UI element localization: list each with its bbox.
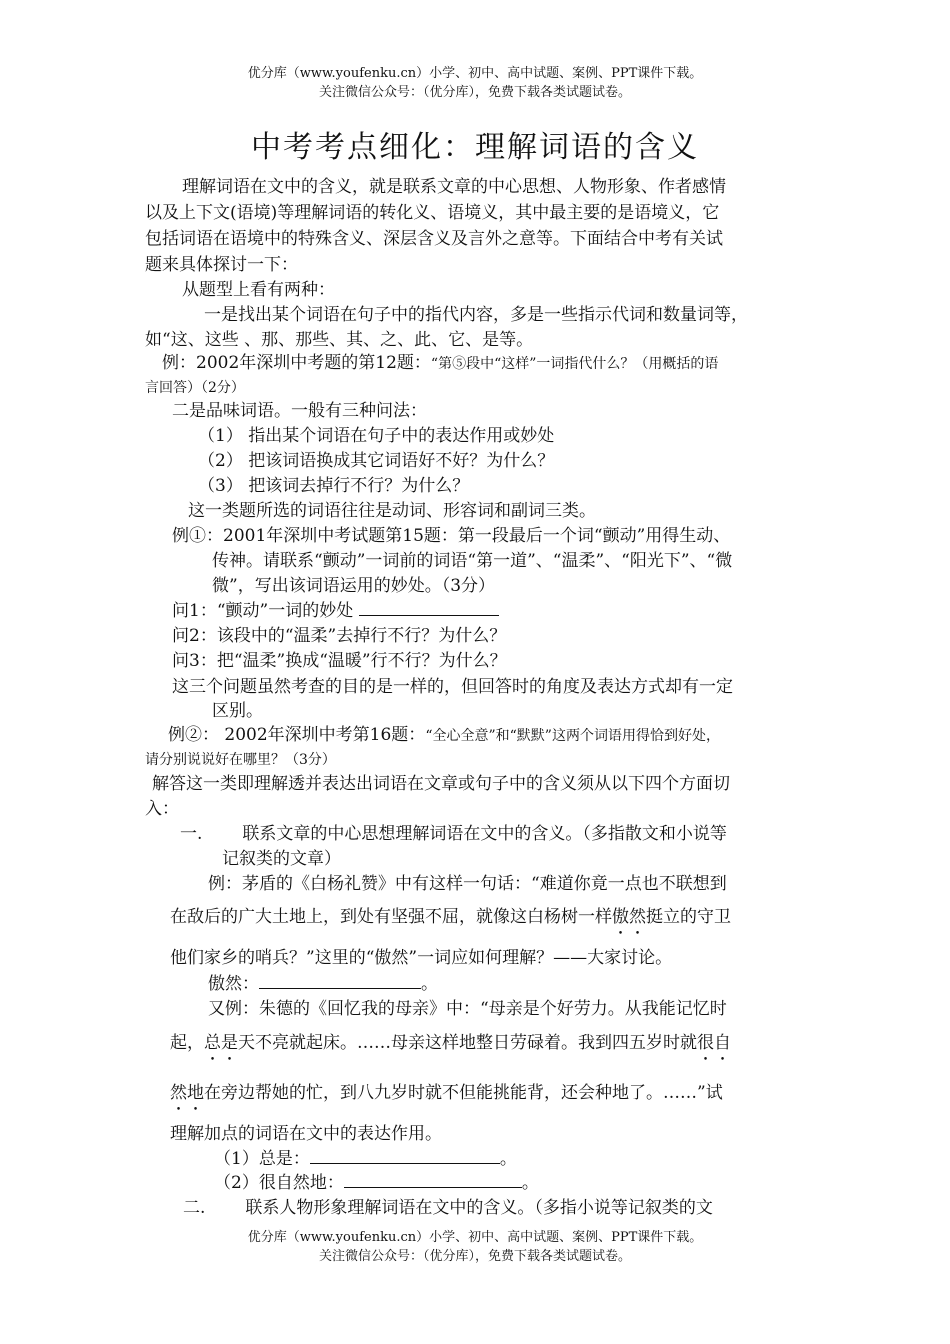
example3-line-1: 例：茅盾的《白杨礼赞》中有这样一句话：“难道你竟一点也不联想到 xyxy=(208,874,727,894)
example4-line-2-start: 起， xyxy=(170,1033,204,1053)
example2-line-2: 请分别说说好在哪里？（3分） xyxy=(145,752,336,768)
example4-line-2-middle: 天不亮就起床。……母亲这样地整日劳碌着。我到四五岁时就 xyxy=(238,1033,697,1053)
answer-end-mark: 。 xyxy=(499,1149,517,1169)
footer-line-1: 优分库（www.youfenku.cn）小学、初中、高中试题、案例、PPT课件下载。 xyxy=(247,1230,703,1245)
intro-line-2: 以及上下文(语境)等理解词语的转化义、语境义，其中最主要的是语境义，它 xyxy=(145,203,720,223)
example4-answer-2 xyxy=(214,1172,539,1194)
question-1 xyxy=(172,600,499,622)
question-3: 问3：把“温柔”换成“温暖”行不行？为什么？ xyxy=(172,651,507,671)
example1-line-2: 传神。请联系“颤动”一词前的词语“第一道”、“温柔”、“阳光下”、“微 xyxy=(212,551,733,571)
answer-label-aoran: 傲然： xyxy=(208,974,259,994)
emphasis-dot-char: 自 xyxy=(714,1033,731,1053)
point1-text: 联系文章的中心思想理解词语在文中的含义。（多指散文和小说等 xyxy=(242,824,727,844)
intro-line-4: 题来具体探讨一下： xyxy=(145,255,298,275)
type1-line-1: 一是找出某个词语在句子中的指代内容，多是一些指示代词和数量词等， xyxy=(204,305,748,325)
example2-prefix: 例②： 2002年深圳中考第16题： xyxy=(168,725,426,745)
point1-line-1 xyxy=(180,823,727,845)
word-types-note: 这一类题所选的词语往往是动词、形容词和副词三类。 xyxy=(188,501,596,521)
example3-answer xyxy=(208,973,438,995)
emphasis-dot-char: 然 xyxy=(629,907,646,927)
answer-blank-aoran[interactable] xyxy=(259,974,421,989)
method-2: （2） 把该词语换成其它词语好不好？为什么？ xyxy=(198,451,555,471)
point1-number: 一. xyxy=(180,824,203,844)
footer-line-2: 关注微信公众号：（优分库），免费下载各类试题试卷。 xyxy=(318,1249,631,1264)
emphasis-dot-char: 是 xyxy=(221,1033,238,1053)
point2-number: 二. xyxy=(183,1198,206,1218)
example2-line-1 xyxy=(168,724,720,747)
emphasized-word-henzi xyxy=(697,1033,731,1053)
question-1-text: 问1：“颤动”一词的妙处 xyxy=(172,601,354,621)
answer-blank-1[interactable] xyxy=(359,601,499,616)
type1-line-2: 如“这、这些 、那、那些、其、之、此、它、是等。 xyxy=(145,330,534,350)
answer-end-mark: 。 xyxy=(421,974,438,994)
emphasis-dot-char: 傲 xyxy=(612,907,629,927)
example3-line-2-end: 挺立的守卫 xyxy=(646,907,731,927)
types-intro: 从题型上看有两种： xyxy=(182,280,335,300)
point2-line-1 xyxy=(183,1197,713,1219)
example4-line-3-end: 在旁边帮她的忙，到八九岁时就不但能挑能背，还会种地了。……”试 xyxy=(204,1083,723,1103)
answer-end-mark: 。 xyxy=(521,1173,539,1193)
emphasis-dot-char: 很 xyxy=(697,1033,714,1053)
answer-label-henziran: （2）很自然地： xyxy=(214,1173,344,1193)
emphasis-dot-char: 然 xyxy=(170,1083,187,1103)
emphasized-word-zongshi xyxy=(204,1033,238,1053)
example2-question: “全心全意”和“默默”这两个词语用得恰到好处， xyxy=(425,728,720,744)
answer-blank-zongshi[interactable] xyxy=(310,1149,500,1164)
type2-heading: 二是品味词语。一般有三种问法： xyxy=(172,401,427,421)
example3-line-2-start: 在敌后的广大土地上，到处有坚强不屈，就像这白杨树一样 xyxy=(170,907,612,927)
example1-line-3: 微”，写出该词语运用的妙处。（3分） xyxy=(212,576,496,596)
approach-line-2: 入： xyxy=(145,799,179,819)
note-line-1: 这三个问题虽然考查的目的是一样的，但回答时的角度及表达方式却有一定 xyxy=(172,677,733,697)
example4-line-4: 理解加点的词语在文中的表达作用。 xyxy=(170,1124,442,1144)
intro-line-3: 包括词语在语境中的特殊含义、深层含义及言外之意等。下面结合中考有关试 xyxy=(145,229,723,249)
emphasis-dot-char: 总 xyxy=(204,1033,221,1053)
emphasized-word-randi xyxy=(170,1083,204,1103)
question-2: 问2：该段中的“温柔”去掉行不行？为什么？ xyxy=(172,626,507,646)
emphasized-word-aoran xyxy=(612,907,646,927)
approach-line-1: 解答这一类即理解透并表达出词语在文章或句子中的含义须从以下四个方面切 xyxy=(152,774,730,794)
example0-line-2: 言回答）（2分） xyxy=(145,380,245,396)
point2-text: 联系人物形象理解词语在文中的含义。（多指小说等记叙类的文 xyxy=(245,1198,713,1218)
answer-label-zongshi: （1）总是： xyxy=(214,1149,310,1169)
answer-blank-henziran[interactable] xyxy=(344,1173,522,1188)
method-3: （3） 把该词去掉行不行？为什么？ xyxy=(198,476,470,496)
example4-line-2 xyxy=(170,1032,731,1054)
example3-line-3: 他们家乡的哨兵？”这里的“傲然”一词应如何理解？——大家讨论。 xyxy=(170,948,673,968)
example0-line-1 xyxy=(162,352,718,375)
header-line-1: 优分库（www.youfenku.cn）小学、初中、高中试题、案例、PPT课件下载。 xyxy=(247,66,703,81)
example4-line-1: 又例：朱德的《回忆我的母亲》中：“母亲是个好劳力。从我能记忆时 xyxy=(208,999,727,1019)
example1-line-1: 例①：2001年深圳中考试题第15题：第一段最后一个词“颤动”用得生动、 xyxy=(172,526,731,546)
method-1: （1） 指出某个词语在句子中的表达作用或妙处 xyxy=(198,426,555,446)
page-title: 中考考点细化：理解词语的含义 xyxy=(251,130,699,165)
example0-prefix: 例：2002年深圳中考题的第12题： xyxy=(162,353,431,373)
example4-line-3 xyxy=(170,1082,723,1104)
note-line-2: 区别。 xyxy=(212,701,263,721)
intro-line-1: 理解词语在文中的含义，就是联系文章的中心思想、人物形象、作者感情 xyxy=(182,177,726,197)
example3-line-2 xyxy=(170,906,731,928)
header-line-2: 关注微信公众号：（优分库），免费下载各类试题试卷。 xyxy=(318,85,631,100)
point1-line-2: 记叙类的文章） xyxy=(222,849,341,869)
example0-question: “第⑤段中“这样”一词指代什么？（用概括的语 xyxy=(430,356,719,372)
emphasis-dot-char: 地 xyxy=(187,1083,204,1103)
example4-answer-1 xyxy=(214,1148,517,1170)
